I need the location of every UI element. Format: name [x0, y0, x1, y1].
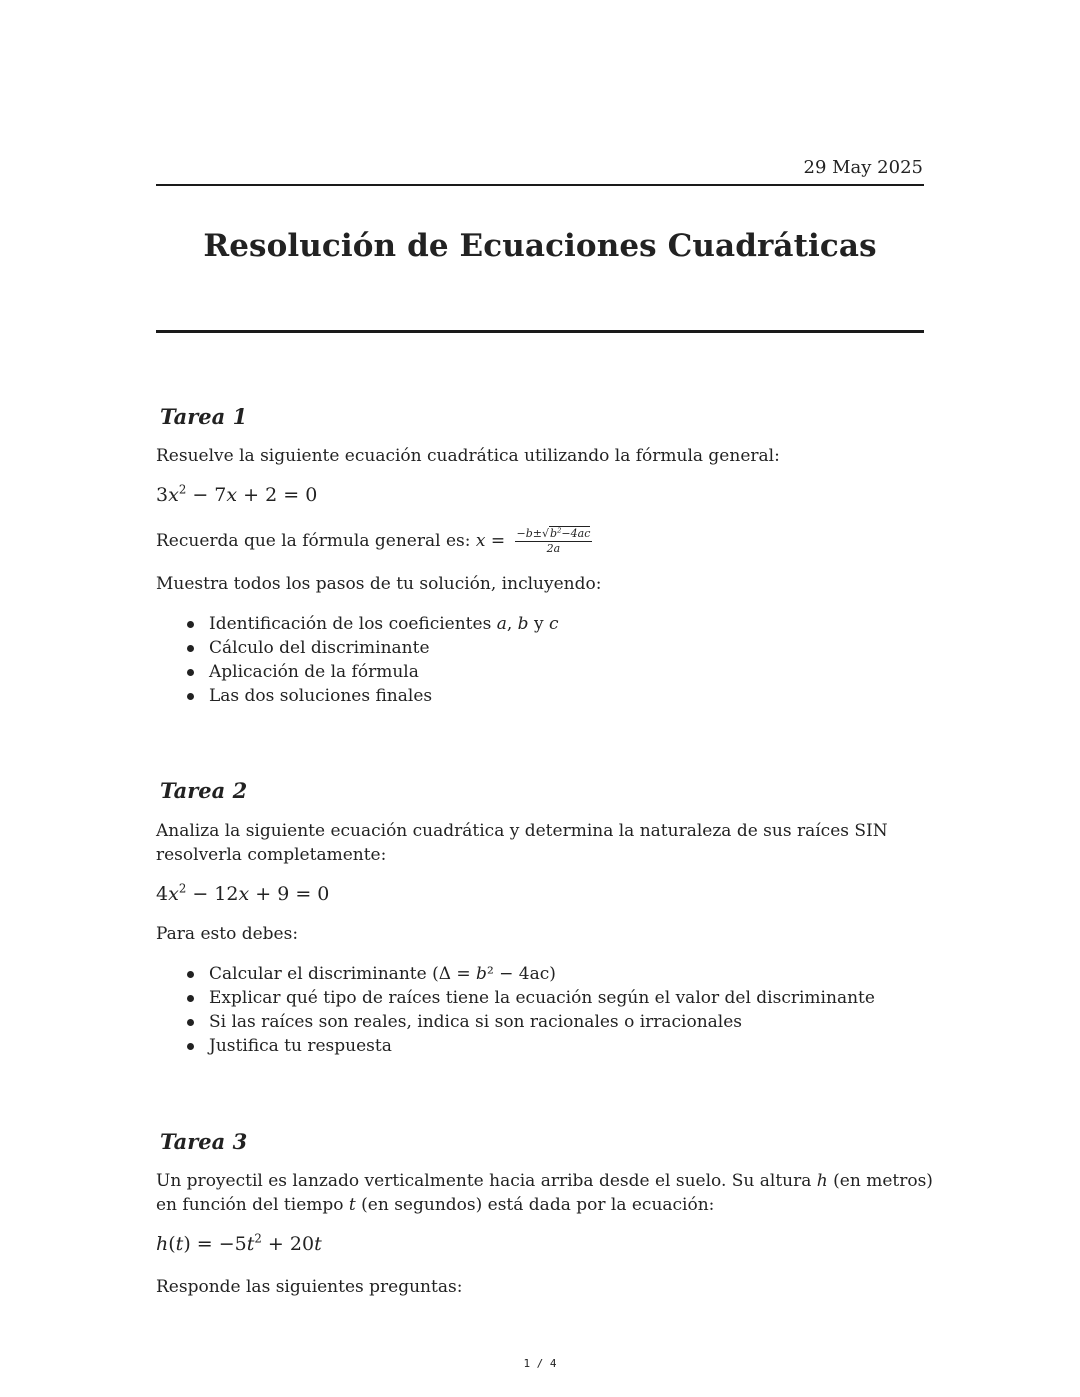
bullet-icon — [187, 621, 194, 628]
formula-render: x — [475, 531, 486, 551]
bullet-icon — [187, 645, 194, 652]
task-intro-line-2: en función del tiempo t (en segundos) está dada por la ecuación: — [156, 1195, 715, 1215]
title-rule — [156, 330, 924, 333]
steps-intro: Muestra todos los pasos de tu solución, incluyendo: — [156, 574, 602, 594]
list-item: Si las raíces son reales, indica si son racionales o irracionales — [185, 1010, 875, 1034]
bullet-icon — [187, 995, 194, 1002]
task-intro: Resuelve la siguiente ecuación cuadrática utilizando la fórmula general: — [156, 446, 780, 466]
task-intro-line-1: Un proyectil es lanzado verticalmente hacia arriba desde el suelo. Su altura h (en metros) — [156, 1171, 933, 1191]
list-item: Identificación de los coeficientes a, b y c — [185, 612, 559, 636]
task-intro-line-1: Analiza la siguiente ecuación cuadrática y determina la naturaleza de sus raíces SIN — [156, 821, 888, 841]
bullet-icon — [187, 1019, 194, 1026]
task-bullet-list — [185, 962, 875, 1058]
task-heading: Tarea 3 — [160, 1129, 248, 1154]
task-equation: $4x^2 - 12x + 9 = 0$ — [156, 881, 330, 905]
formula-line: Recuerda que la fórmula general es: x = $\frac{-b\pm√b^2-4ac}{2a}$ — [156, 526, 591, 555]
task-equation: $3x^2 - 7x + 2 = 0$ — [156, 482, 318, 506]
task-heading: Tarea 1 — [160, 404, 248, 429]
bullet-icon — [187, 1043, 194, 1050]
document-date: 29 May 2025 — [803, 157, 923, 178]
list-item: Justifica tu respuesta — [185, 1034, 875, 1058]
list-item: Calcular el discriminante (Δ = b² − 4ac) — [185, 962, 875, 986]
task-heading: Tarea 2 — [160, 778, 248, 803]
task-intro-line-2: resolverla completamente: — [156, 845, 387, 865]
formula-fraction: $\frac{-b\pm√b^2-4ac}{2a}$ — [516, 526, 591, 555]
list-item: Las dos soluciones finales — [185, 684, 559, 708]
page-number: 1 / 4 — [523, 1357, 557, 1370]
bullet-icon — [187, 669, 194, 676]
steps-intro: Para esto debes: — [156, 924, 299, 944]
bullet-icon — [187, 693, 194, 700]
steps-intro: Responde las siguientes preguntas: — [156, 1277, 463, 1297]
header-rule — [156, 184, 924, 186]
bullet-icon — [187, 971, 194, 978]
list-item: Aplicación de la fórmula — [185, 660, 559, 684]
page-title: Resolución de Ecuaciones Cuadráticas — [203, 228, 877, 264]
list-item: Cálculo del discriminante — [185, 636, 559, 660]
task-bullet-list — [185, 612, 559, 708]
list-item: Explicar qué tipo de raíces tiene la ecuación según el valor del discriminante — [185, 986, 875, 1010]
formula-intro: Recuerda que la fórmula general es: — [156, 531, 471, 551]
task-equation: $h(t) = -5t^2 + 20t$ — [156, 1231, 322, 1255]
